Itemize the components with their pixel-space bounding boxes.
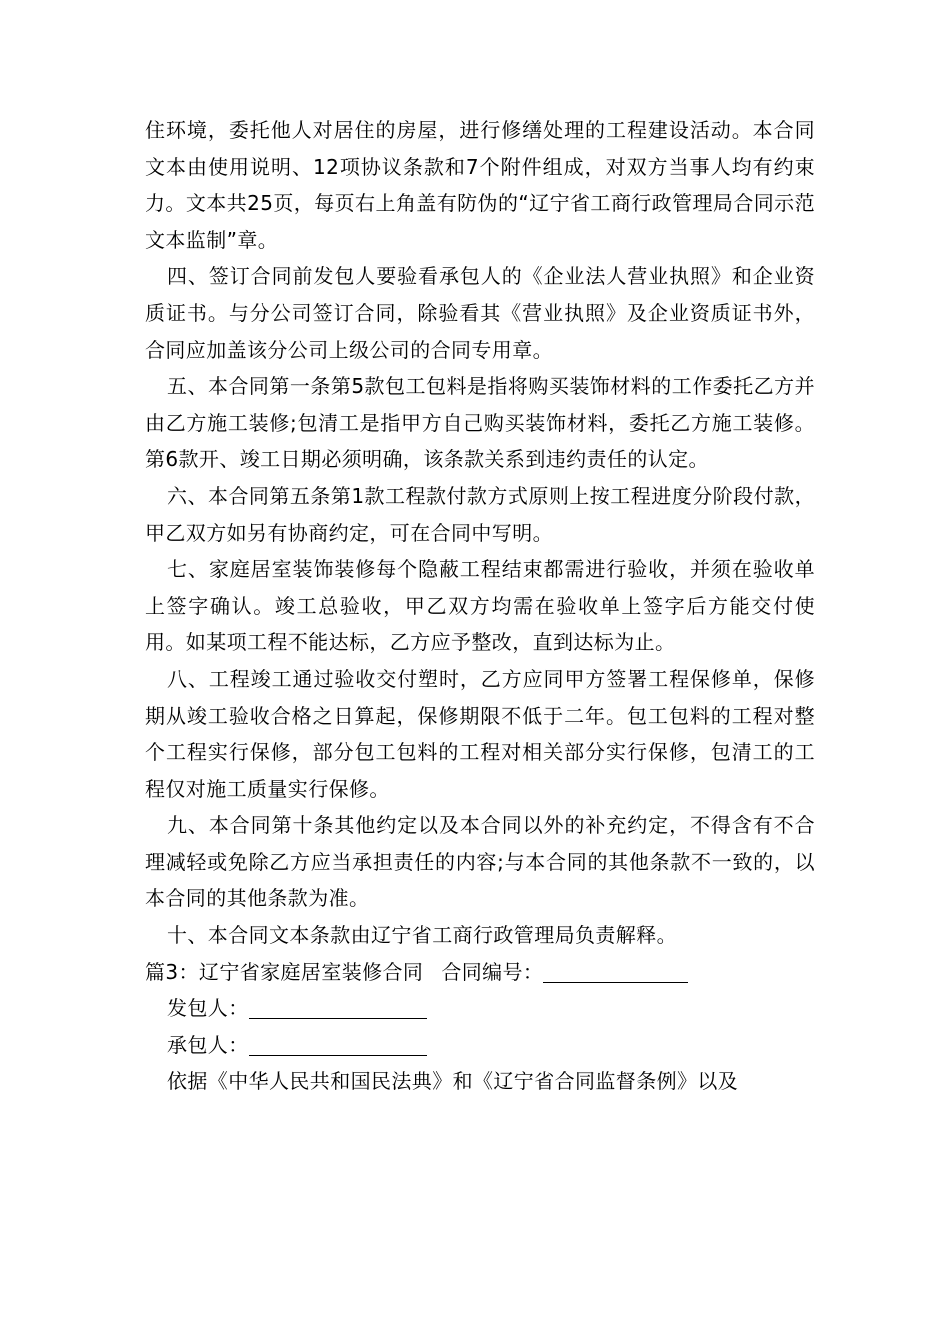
client-name-blank[interactable] xyxy=(249,996,427,1019)
paragraph-clause-4: 四、签订合同前发包人要验看承包人的《企业法人营业执照》和企业资质证书。与分公司签订合同，除验看其《营业执照》及企业资质证书外，合同应加盖该分公司上级公司的合同专用章。 xyxy=(145,264,815,362)
contractor-name-blank[interactable] xyxy=(249,1033,427,1056)
document-body xyxy=(145,112,815,1100)
paragraph-clause-7: 七、家庭居室装饰装修每个隐蔽工程结束都需进行验收，并须在验收单上签字确认。竣工总验收，甲乙双方均需在验收单上签字后方能交付使用。如某项工程不能达标，乙方应予整改，直到达标为止。 xyxy=(145,557,815,655)
paragraph-clause-9: 九、本合同第十条其他约定以及本合同以外的补充约定，不得含有不合理减轻或免除乙方应当承担责任的内容;与本合同的其他条款不一致的，以本合同的其他条款为准。 xyxy=(145,813,815,911)
paragraph-clause-5: 五、本合同第一条第5款包工包料是指将购买装饰材料的工作委托乙方并由乙方施工装修;包清工是指甲方自己购买装饰材料，委托乙方施工装修。第6款开、竣工日期必须明确，该条款关系到违约责任的认定。 xyxy=(145,374,815,472)
paragraph-clause-10: 十、本合同文本条款由辽宁省工商行政管理局负责解释。 xyxy=(167,923,677,948)
contractor-field-line xyxy=(145,1027,815,1064)
contractor-label: 承包人： xyxy=(167,1032,249,1057)
client-label: 发包人： xyxy=(167,996,249,1021)
paragraph-clause-8: 八、工程竣工通过验收交付塑时，乙方应同甲方签署工程保修单，保修期从竣工验收合格之日算起，保修期限不低于二年。包工包料的工程对整个工程实行保修，部分包工包料的工程对相关部分实行保修，包清工的工程仅对施工质量实行保修。 xyxy=(145,666,815,801)
contract-number-blank[interactable] xyxy=(543,960,688,983)
paragraph-usage-description: 住环境，委托他人对居住的房屋，进行修缮处理的工程建设活动。本合同文本由使用说明、12项协议条款和7个附件组成，对双方当事人均有约束力。文本共25页，每页右上角盖有防伪的“辽宁省工商行政管理局合同示范文本监制”章。 xyxy=(145,118,815,252)
contract-number-label: 合同编号： xyxy=(441,959,544,984)
paragraph-clause-6: 六、本合同第五条第1款工程款付款方式原则上按工程进度分阶段付款，甲乙双方如另有协商约定，可在合同中写明。 xyxy=(145,483,815,545)
client-field-line xyxy=(145,990,815,1027)
contract-heading-line xyxy=(145,954,815,991)
paragraph-legal-basis: 依据《中华人民共和国民法典》和《辽宁省合同监督条例》以及 xyxy=(167,1069,739,1094)
contract-title: 篇3：辽宁省家庭居室装修合同 xyxy=(145,959,424,984)
